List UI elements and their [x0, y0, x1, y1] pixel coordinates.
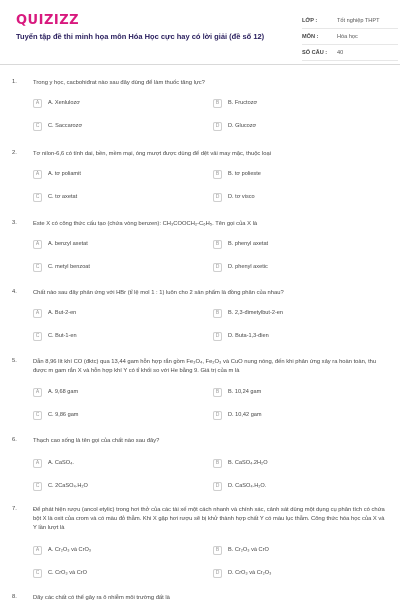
option-letter: A: [33, 388, 42, 397]
option-text: A. tơ poliamit: [48, 171, 81, 177]
option-c[interactable]: [33, 567, 173, 579]
option-a[interactable]: [33, 97, 173, 109]
option-text: B. Fructozơ: [228, 100, 258, 106]
question-number: 6.: [12, 437, 17, 443]
question-text: Dẫn 8,96 lít khí CO (đktc) qua 13,44 gam hỗn hợp rắn gồm Fe₃O₄, Fe₂O₃ và CuO nung nóng, đến khi phản ứng xảy ra hoàn toàn, thu được m gam rắn X và hỗn hợp khí Y có tỉ khối so với He bằng 9. Giá trị của m là: [33, 359, 377, 374]
option-text: B. 2,3-đimetylbut-2-en: [228, 310, 284, 316]
option-c[interactable]: [33, 330, 173, 342]
option-text: C. Saccarozơ: [48, 123, 83, 129]
option-text: A. But-2-en: [48, 310, 77, 316]
question-number: 1.: [12, 79, 17, 85]
option-letter: C: [33, 193, 42, 202]
option-text: B. phenyl axetat: [228, 241, 269, 247]
option-c[interactable]: [33, 409, 173, 421]
option-text: D. phenyl axetic: [228, 264, 268, 270]
option-letter: D: [213, 569, 222, 578]
option-letter: A: [33, 99, 42, 108]
option-letter: D: [213, 263, 222, 272]
meta-key: LỚP :: [302, 17, 318, 24]
option-b[interactable]: [213, 168, 353, 180]
option-text: A. Xenlulozơ: [48, 100, 80, 106]
header-divider: [0, 64, 400, 65]
option-letter: C: [33, 263, 42, 272]
meta-table: [302, 13, 398, 61]
meta-key: SỐ CÂU :: [302, 49, 328, 56]
option-d[interactable]: [213, 567, 353, 579]
option-letter: C: [33, 569, 42, 578]
page-header: [0, 0, 400, 64]
option-text: C. But-1-en: [48, 333, 77, 339]
meta-value: Tốt nghiệp THPT: [337, 17, 380, 24]
question-number: 4.: [12, 289, 17, 295]
meta-key: MÔN :: [302, 33, 319, 40]
option-letter: B: [213, 546, 222, 555]
option-letter: C: [33, 332, 42, 341]
question-text: Thạch cao sống là tên gọi của chất nào sau đây?: [33, 438, 160, 444]
option-text: C. CrO₃ và CrO: [48, 570, 87, 576]
question-number: 2.: [12, 150, 17, 156]
option-text: B. CaSO₄.2H₂O: [228, 460, 268, 466]
question-number: 7.: [12, 506, 17, 512]
option-text: A. Cr₂O₃ và CrO₃: [48, 547, 92, 553]
option-letter: B: [213, 99, 222, 108]
option-d[interactable]: [213, 409, 353, 421]
option-letter: A: [33, 309, 42, 318]
option-text: D. Buta-1,3-đien: [228, 333, 269, 339]
option-d[interactable]: [213, 480, 353, 492]
question-text: Trong y học, cacbohiđrat nào sau đây dùng để làm thuốc tăng lực?: [33, 80, 205, 86]
option-a[interactable]: [33, 386, 173, 398]
question-text: Chất nào sau đây phản ứng với HBr (tỉ lệ mol 1 : 1) luôn cho 2 sản phẩm là đồng phân của nhau?: [33, 290, 284, 296]
meta-value: Hóa học: [337, 33, 358, 40]
option-letter: B: [213, 309, 222, 318]
option-text: D. Glucozơ: [228, 123, 257, 129]
option-b[interactable]: [213, 457, 353, 469]
option-letter: C: [33, 411, 42, 420]
option-text: B. tơ polieste: [228, 171, 261, 177]
option-letter: B: [213, 170, 222, 179]
option-letter: D: [213, 482, 222, 491]
option-d[interactable]: [213, 191, 353, 203]
option-b[interactable]: [213, 307, 353, 319]
question-number: 5.: [12, 358, 17, 364]
option-a[interactable]: [33, 238, 173, 250]
option-d[interactable]: [213, 261, 353, 273]
option-b[interactable]: [213, 238, 353, 250]
option-text: A. benzyl axetat: [48, 241, 88, 247]
option-d[interactable]: [213, 120, 353, 132]
question-number: 3.: [12, 220, 17, 226]
question-text: Este X có công thức cấu tạo (chứa vòng benzen): CH₃COOCH₂-C₆H₅. Tên gọi của X là: [33, 221, 258, 227]
option-text: B. 10,24 gam: [228, 389, 262, 395]
option-text: D. CaSO₄.H₂O.: [228, 483, 267, 489]
option-a[interactable]: [33, 307, 173, 319]
meta-row-class: [302, 13, 398, 29]
option-letter: B: [213, 240, 222, 249]
meta-row-count: [302, 45, 398, 61]
question-text: Dãy các chất có thể gây ra ô nhiễm môi trường đất là: [33, 595, 170, 601]
question-number: 8.: [12, 594, 17, 600]
option-text: C. metyl benzoat: [48, 264, 90, 270]
option-text: C. 9,86 gam: [48, 412, 79, 418]
option-letter: D: [213, 411, 222, 420]
option-letter: D: [213, 122, 222, 131]
question-text: Tơ nilon-6,6 có tính dai, bền, mềm mại, óng mượt được dùng để dệt vải may mặc, thuộc loại: [33, 151, 271, 157]
option-a[interactable]: [33, 457, 173, 469]
document-title: Tuyển tập đề thi minh họa môn Hóa Học cực hay có lời giải (đề số 12): [16, 32, 265, 41]
option-letter: A: [33, 546, 42, 555]
option-b[interactable]: [213, 544, 353, 556]
meta-row-subject: [302, 29, 398, 45]
option-text: A. 9,68 gam: [48, 389, 79, 395]
option-letter: A: [33, 459, 42, 468]
meta-value: 40: [337, 49, 344, 56]
option-text: A. CaSO₄.: [48, 460, 74, 466]
option-letter: C: [33, 482, 42, 491]
option-letter: D: [213, 332, 222, 341]
option-c[interactable]: [33, 480, 173, 492]
option-d[interactable]: [213, 330, 353, 342]
option-letter: A: [33, 170, 42, 179]
option-letter: C: [33, 122, 42, 131]
option-letter: B: [213, 459, 222, 468]
option-b[interactable]: [213, 386, 353, 398]
option-text: B. Cr₂O₃ và CrO: [228, 547, 269, 553]
option-text: D. 10,42 gam: [228, 412, 262, 418]
option-letter: B: [213, 388, 222, 397]
option-a[interactable]: [33, 544, 173, 556]
option-c[interactable]: [33, 191, 173, 203]
option-letter: A: [33, 240, 42, 249]
option-text: C. 2CaSO₄.H₂O: [48, 483, 88, 489]
option-a[interactable]: [33, 168, 173, 180]
option-text: D. CrO₃ và Cr₂O₃: [228, 570, 272, 576]
quizizz-logo: QUIZIZZ: [16, 13, 80, 28]
option-letter: D: [213, 193, 222, 202]
option-text: C. tơ axetat: [48, 194, 78, 200]
option-c[interactable]: [33, 261, 173, 273]
option-text: D. tơ visco: [228, 194, 255, 200]
option-c[interactable]: [33, 120, 173, 132]
question-text: Để phát hiện rượu (ancol etylic) trong hơi thở của các tài xế một cách nhanh và chính xác, cảnh sát dùng một dụng cụ phân tích có chứa bột X là oxit của crom và có màu đỏ thẫm. Khi X gặp hơi rượu sẽ bị khử thành hợp chất Y có màu lục thẫm. Công thức hóa học của X và Y lần lượt là: [33, 507, 385, 531]
option-b[interactable]: [213, 97, 353, 109]
